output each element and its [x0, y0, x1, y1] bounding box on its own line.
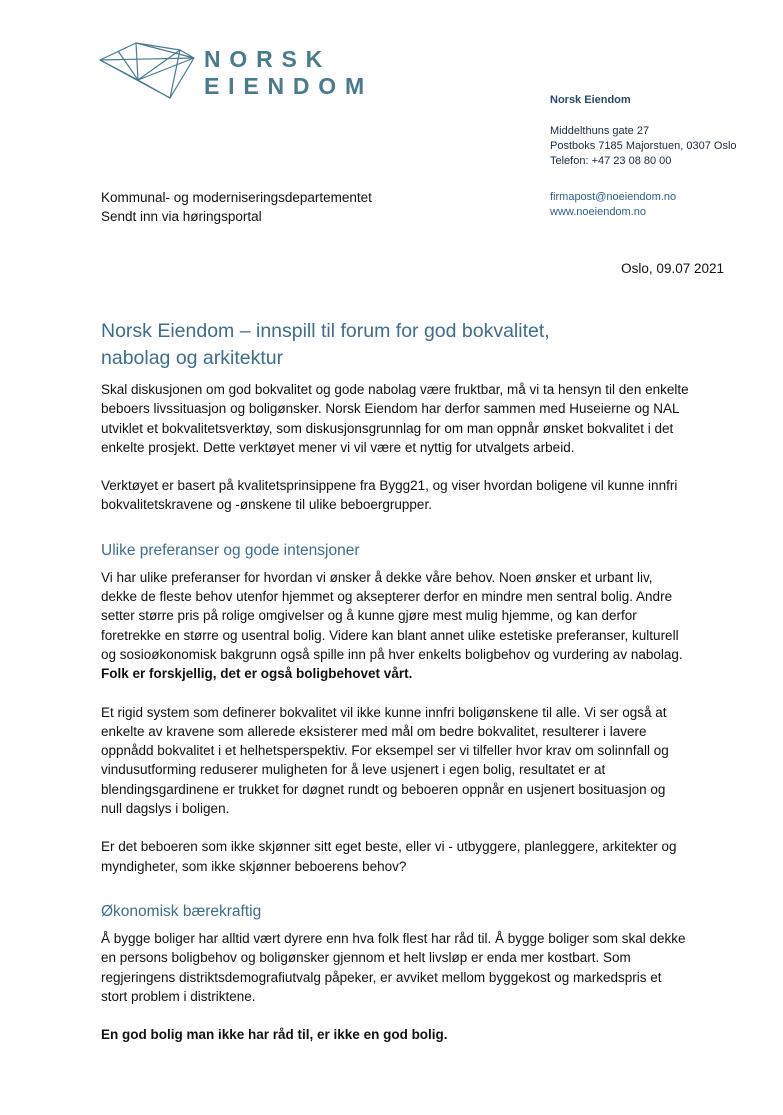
- sender-web-link[interactable]: www.noeiendom.no: [550, 206, 647, 218]
- section1-paragraph-1: [101, 568, 689, 684]
- section2-paragraph-2-emphasis: En god bolig man ikke har råd til, er ikke en god bolig.: [101, 1027, 448, 1043]
- section1-paragraph-1-emphasis: Folk er forskjellig, det er også boligbehovet vårt.: [101, 666, 413, 682]
- intro-paragraph-2: Verktøyet er basert på kvalitetsprinsippene fra Bygg21, og viser hvordan boligene vil kunne innfri bokvalitetskravene og -ønskene til ulike beboergrupper.: [101, 478, 678, 513]
- recipient-line-1: Kommunal- og moderniseringsdepartementet: [101, 190, 372, 205]
- logo-line-2: EIENDOM: [204, 73, 373, 99]
- section-heading-economy: Økonomisk bærekraftig: [101, 902, 262, 920]
- intro-paragraph-1: Skal diskusjonen om god bokvalitet og gode nabolag være fruktbar, må vi ta hensyn til den enkelte beboers livssituasjon og boligønsker. Norsk Eiendom har derfor sammen med Huseierne og NAL utviklet et bokvalitetsverktøy, som diskusjonsgrunnlag for om man oppnår ønsket bokvalitet i det enkelte prosjekt. Dette verktøyet mener vi vil være et nyttig for utvalgets arbeid.: [101, 382, 689, 455]
- section1-paragraph-2: Et rigid system som definerer bokvalitet vil ikke kunne innfri boligønskene til alle. Vi ser også at enkelte av kravene som allerede eksisterer med mål om bedre bokvalitet, resulterer i lavere oppnådd bokvalitet i et helhetsperspektiv. For eksempel ser vi tilfeller hvor krav om solinnfall og vindusutforming reduserer muligheten for å leve usjenert i egen bolig, resultatet er at blendingsgardinene er trukket for døgnet rundt og beboeren oppnår en usjenert bosituasjon og null dagslys i boligen.: [101, 704, 669, 817]
- logo-wordmark: [204, 46, 373, 100]
- section2-paragraph-1: Å bygge boliger har alltid vært dyrere enn hva folk flest har råd til. Å bygge boliger som skal dekke en persons boligbehov og boligønsker gjennom et helt livsløp er enda mer kostbart. Som regjeringens distriktsdemografiutvalg påpeker, er avviket mellom byggekost og markedspris et stort problem i distriktene.: [101, 930, 686, 1004]
- logo-line-1: NORSK: [204, 46, 332, 72]
- logo: [98, 40, 388, 102]
- recipient-line-2: Sendt inn via høringsportal: [101, 209, 262, 224]
- recipient-block: [101, 188, 372, 226]
- sender-name: Norsk Eiendom: [550, 94, 631, 106]
- title-line-2: nabolag og arkitektur: [101, 347, 284, 369]
- document-title: [101, 318, 661, 372]
- sender-email-link[interactable]: firmapost@noeiendom.no: [550, 191, 677, 203]
- sender-postbox: Postboks 7185 Majorstuen, 0307 Oslo: [550, 140, 737, 152]
- diamond-logo-icon: [98, 40, 198, 102]
- title-line-1: Norsk Eiendom – innspill til forum for god bokvalitet,: [101, 320, 550, 342]
- section1-paragraph-3: Er det beboeren som ikke skjønner sitt eget beste, eller vi - utbyggere, planleggere, arkitekter og myndigheter, som ikke skjønner beboerens behov?: [101, 839, 677, 874]
- letter-date: Oslo, 09.07 2021: [621, 261, 724, 276]
- sender-phone: Telefon: +47 23 08 80 00: [550, 155, 672, 167]
- sender-block: [550, 93, 737, 220]
- section-heading-preferences: Ulike preferanser og gode intensjoner: [101, 541, 360, 559]
- section1-paragraph-1-text: Vi har ulike preferanser for hvordan vi ønsker å dekke våre behov. Noen ønsker et urbant liv, dekke de fleste behov utenfor hjemmet og aksepterer derfor en mindre men sentral bolig. Andre setter større pris på rolige omgivelser og å kunne gjøre mest mulig hjemme, og kan derfor foretrekke en større og usentral bolig. Videre kan blant annet ulike estetiske preferanser, kulturell og sosioøkonomisk bakgrunn også spille inn på hver enkelts boligbehov og vurdering av nabolag.: [101, 569, 683, 662]
- document-body: [101, 380, 689, 1063]
- sender-address: Middelthuns gate 27: [550, 125, 650, 137]
